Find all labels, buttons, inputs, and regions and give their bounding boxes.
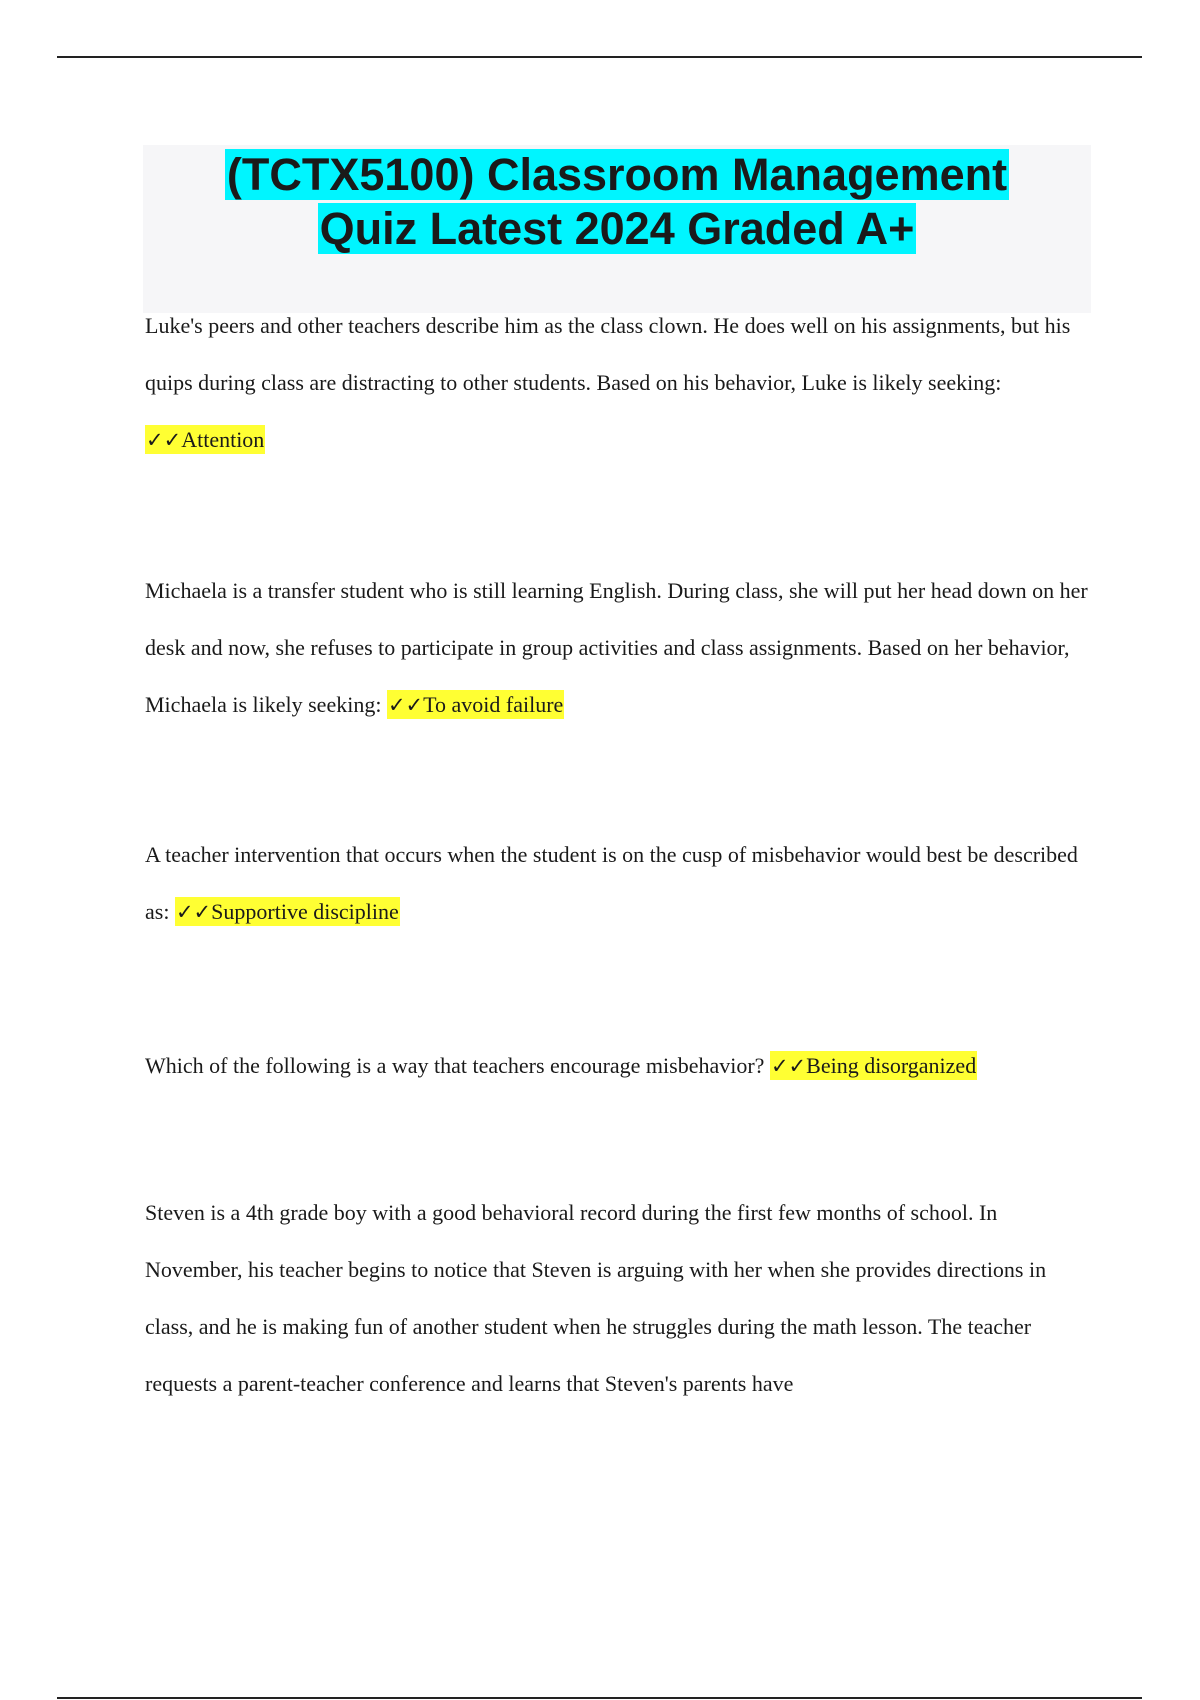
question-5 bbox=[145, 1184, 1090, 1412]
double-check-icon: ✓✓ bbox=[770, 1054, 807, 1078]
document-title bbox=[143, 145, 1091, 256]
question-3 bbox=[145, 826, 1090, 941]
answer-highlight bbox=[175, 897, 400, 926]
top-rule bbox=[57, 56, 1142, 58]
question-text: Luke's peers and other teachers describe him as the class clown. He does well on his assignments, but his quips during class are distracting to other students. Based on his behavior, Luke is likely seeking: bbox=[145, 313, 1071, 395]
double-check-icon: ✓✓ bbox=[146, 428, 182, 452]
answer-highlight bbox=[387, 690, 564, 719]
question-text: Steven is a 4th grade boy with a good behavioral record during the first few months of school. In November, his teacher begins to notice that Steven is arguing with her when she provides directions in class, and he is making fun of another student when he struggles during the math lesson. The teacher requests a parent-teacher conference and learns that Steven's parents have bbox=[145, 1200, 1047, 1396]
answer-text: Supportive discipline bbox=[211, 899, 399, 924]
question-1 bbox=[145, 297, 1090, 469]
answer-highlight bbox=[770, 1051, 977, 1080]
title-line-2: Quiz Latest 2024 Graded A+ bbox=[319, 203, 915, 254]
double-check-icon: ✓✓ bbox=[387, 693, 424, 717]
question-4 bbox=[145, 1037, 1090, 1095]
answer-text: To avoid failure bbox=[423, 692, 564, 717]
title-line-1: (TCTX5100) Classroom Management bbox=[226, 149, 1008, 200]
answer-text: Being disorganized bbox=[806, 1053, 977, 1078]
title-block bbox=[143, 145, 1091, 313]
bottom-rule bbox=[57, 1697, 1142, 1699]
answer-highlight bbox=[145, 425, 265, 454]
answer-text: Attention bbox=[181, 427, 265, 452]
question-2 bbox=[145, 562, 1090, 734]
question-text: A teacher intervention that occurs when the student is on the cusp of misbehavior would best be described as: bbox=[145, 842, 1078, 924]
question-text: Which of the following is a way that teachers encourage misbehavior? bbox=[145, 1053, 770, 1078]
double-check-icon: ✓✓ bbox=[175, 900, 212, 924]
question-text: Michaela is a transfer student who is still learning English. During class, she will put her head down on her desk and now, she refuses to participate in group activities and class assignments. Based on her behavior, Michaela is likely seeking: bbox=[145, 578, 1088, 717]
